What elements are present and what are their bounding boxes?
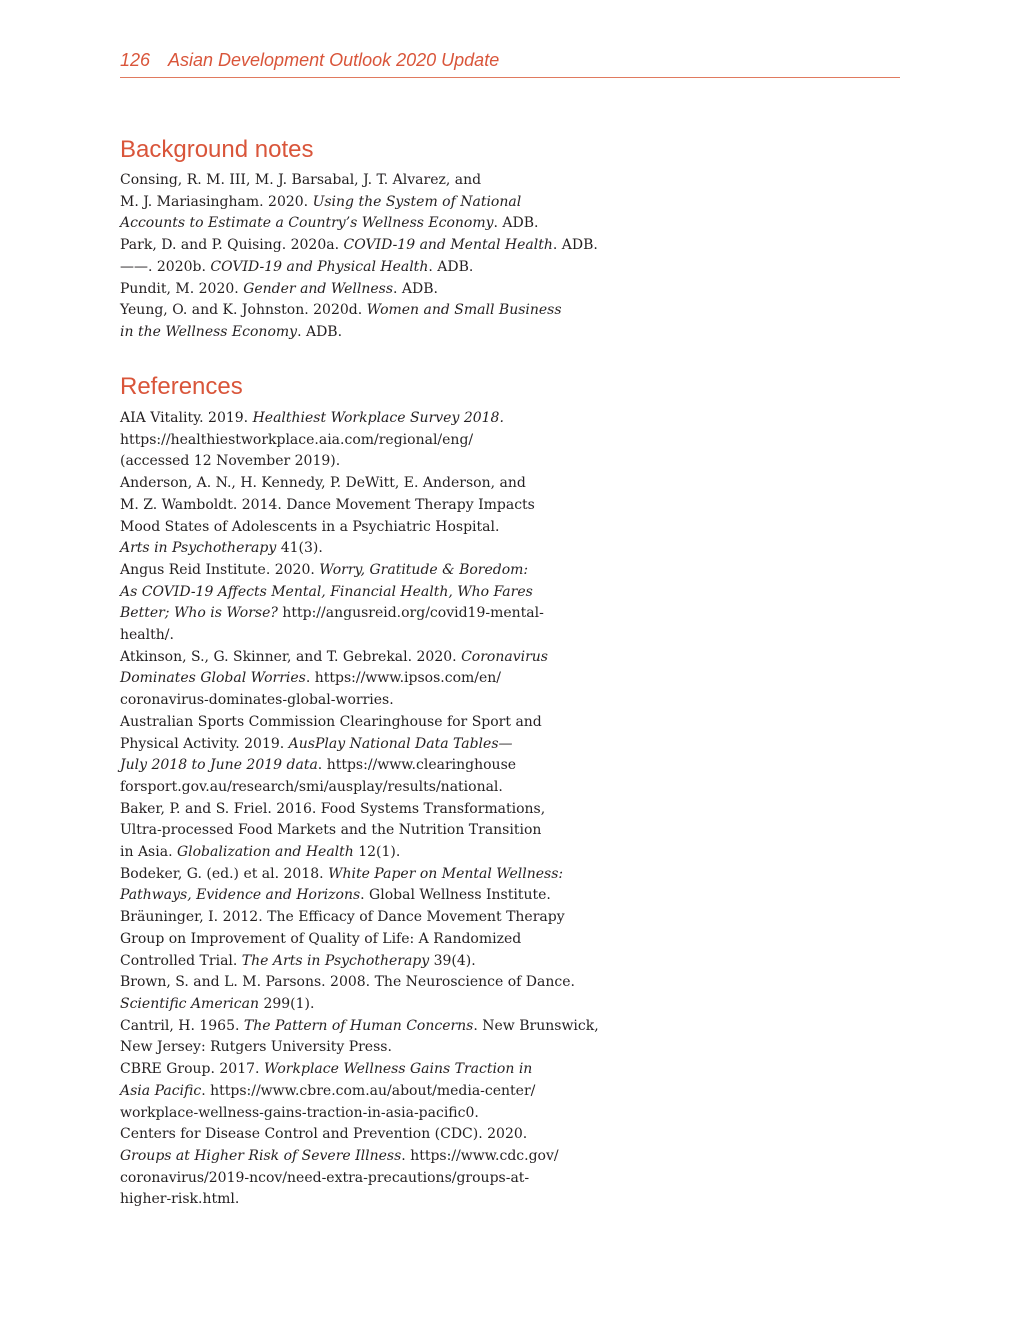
references-heading: References (120, 373, 243, 400)
reference-text: Ultra-processed Food Markets and the Nutrition Transition (120, 822, 542, 839)
reference-text: Bräuninger, I. 2012. The Efficacy of Dance Movement Therapy (120, 909, 565, 926)
reference-text: Angus Reid Institute. 2020. (120, 561, 320, 578)
publication-title: Asian Development Outlook 2020 Update (168, 50, 500, 70)
reference-text: M. Z. Wamboldt. 2014. Dance Movement Therapy Impacts (120, 496, 535, 513)
reference-line (120, 647, 720, 669)
reference-text: http://angusreid.org/covid19-mental- (277, 605, 544, 622)
running-header (120, 50, 900, 78)
reference-entry (120, 972, 720, 1015)
reference-entry (120, 300, 720, 343)
reference-text: . ADB. (552, 237, 598, 254)
reference-title: Coronavirus (461, 648, 548, 665)
reference-line (120, 994, 720, 1016)
reference-text: Baker, P. and S. Friel. 2016. Food Systems Transformations, (120, 800, 546, 817)
reference-text: Anderson, A. N., H. Kennedy, P. DeWitt, E. Anderson, and (120, 475, 526, 492)
reference-line (120, 1103, 720, 1125)
reference-text: . https://www.ipsos.com/en/ (305, 670, 502, 687)
reference-text: Physical Activity. 2019. (120, 735, 289, 752)
reference-title: COVID-19 and Mental Health (343, 237, 553, 254)
reference-title: The Arts in Psychotherapy (241, 952, 430, 969)
reference-text: M. J. Mariasingham. 2020. (120, 193, 313, 210)
reference-line (120, 625, 720, 647)
reference-text: . New Brunswick, (473, 1017, 599, 1034)
reference-text: Centers for Disease Control and Prevention (CDC). 2020. (120, 1126, 528, 1143)
reference-text: . https://www.cbre.com.au/about/media-center/ (201, 1082, 536, 1099)
reference-text: Bodeker, G. (ed.) et al. 2018. (120, 865, 329, 882)
reference-entry (120, 235, 720, 257)
reference-line (120, 300, 720, 322)
reference-title: Using the System of National (312, 193, 522, 210)
reference-text: 39(4). (429, 952, 476, 969)
reference-entry (120, 1059, 720, 1124)
reference-text: . https://www.cdc.gov/ (401, 1147, 559, 1164)
reference-title: Better; Who is Worse? (120, 605, 278, 622)
reference-text: ——. 2020b. (120, 258, 211, 275)
reference-line (120, 1146, 720, 1168)
reference-entry (120, 560, 720, 647)
reference-title: Dominates Global Worries (120, 670, 306, 687)
reference-line (120, 170, 720, 192)
reference-line (120, 907, 720, 929)
reference-title: AusPlay National Data Tables— (288, 735, 513, 752)
reference-line (120, 517, 720, 539)
reference-title: Pathways, Evidence and Horizons (120, 887, 361, 904)
reference-title: As COVID-19 Affects Mental, Financial Health, Who Fares (120, 583, 533, 600)
reference-text: Group on Improvement of Quality of Life: A Randomized (120, 930, 522, 947)
reference-line (120, 473, 720, 495)
reference-line (120, 1124, 720, 1146)
reference-line (120, 213, 720, 235)
reference-text: Brown, S. and L. M. Parsons. 2008. The Neuroscience of Dance. (120, 974, 575, 991)
reference-title: Arts in Psychotherapy (120, 540, 277, 557)
reference-line (120, 1081, 720, 1103)
reference-entry (120, 864, 720, 907)
reference-entry (120, 712, 720, 799)
reference-line (120, 430, 720, 452)
reference-line (120, 1189, 720, 1211)
reference-line (120, 712, 720, 734)
reference-line (120, 560, 720, 582)
reference-text: Australian Sports Commission Clearinghouse for Sport and (120, 713, 542, 730)
reference-line (120, 972, 720, 994)
reference-line (120, 734, 720, 756)
reference-line (120, 192, 720, 214)
background-notes-list (120, 170, 720, 344)
reference-entry (120, 1124, 720, 1211)
reference-title: Scientific American (120, 995, 259, 1012)
reference-text: health/. (120, 627, 174, 644)
reference-text: Yeung, O. and K. Johnston. 2020d. (120, 302, 367, 319)
reference-line (120, 1168, 720, 1190)
reference-text: 41(3). (276, 540, 323, 557)
reference-text: 12(1). (353, 844, 401, 861)
reference-line (120, 257, 720, 279)
reference-title: July 2018 to June 2019 data (120, 757, 318, 774)
reference-text: . Global Wellness Institute. (360, 887, 551, 904)
reference-title: Asia Pacific (120, 1082, 202, 1099)
reference-title: Groups at Higher Risk of Severe Illness (120, 1147, 402, 1164)
reference-line (120, 495, 720, 517)
reference-text: . ADB. (428, 258, 474, 275)
reference-title: COVID-19 and Physical Health (210, 258, 429, 275)
background-notes-heading: Background notes (120, 136, 314, 163)
reference-line (120, 1037, 720, 1059)
reference-entry (120, 647, 720, 712)
reference-text: coronavirus-dominates-global-worries. (120, 692, 394, 709)
reference-text: coronavirus/2019-ncov/need-extra-precautions/groups-at- (120, 1169, 530, 1186)
references-list (120, 408, 720, 1211)
reference-text: forsport.gov.au/research/smi/ausplay/results/national. (120, 778, 503, 795)
reference-line (120, 451, 720, 473)
reference-entry (120, 1016, 720, 1059)
reference-text: Controlled Trial. (120, 952, 242, 969)
reference-text: 299(1). (259, 995, 315, 1012)
reference-text: Atkinson, S., G. Skinner, and T. Gebrekal. 2020. (120, 648, 462, 665)
reference-line (120, 1059, 720, 1081)
reference-text: Mood States of Adolescents in a Psychiatric Hospital. (120, 518, 500, 535)
reference-text: . ADB. (493, 215, 539, 232)
reference-line (120, 755, 720, 777)
reference-title: Women and Small Business (366, 302, 562, 319)
reference-text: . ADB. (393, 280, 438, 297)
reference-entry (120, 907, 720, 972)
reference-line (120, 235, 720, 257)
reference-line (120, 690, 720, 712)
reference-text: https://healthiestworkplace.aia.com/regional/eng/ (120, 431, 474, 448)
reference-line (120, 864, 720, 886)
reference-text: . ADB. (297, 323, 343, 340)
reference-entry (120, 408, 720, 473)
reference-title: The Pattern of Human Concerns (243, 1017, 474, 1034)
reference-line (120, 929, 720, 951)
reference-text: higher-risk.html. (120, 1191, 240, 1208)
reference-entry (120, 799, 720, 864)
reference-text: . https://www.clearinghouse (317, 757, 517, 774)
reference-entry (120, 257, 720, 279)
reference-title: Gender and Wellness (243, 280, 393, 297)
reference-line (120, 885, 720, 907)
reference-title: Workplace Wellness Gains Traction in (263, 1061, 533, 1078)
reference-text: Consing, R. M. III, M. J. Barsabal, J. T. Alvarez, and (120, 172, 482, 188)
reference-line (120, 538, 720, 560)
reference-line (120, 582, 720, 604)
reference-line (120, 951, 720, 973)
reference-entry (120, 170, 720, 235)
reference-line (120, 799, 720, 821)
reference-line (120, 842, 720, 864)
reference-text: Pundit, M. 2020. (120, 280, 244, 297)
reference-line (120, 279, 720, 301)
reference-line (120, 408, 720, 430)
reference-title: Accounts to Estimate a Country’s Wellness Economy (120, 215, 494, 232)
reference-text: New Jersey: Rutgers University Press. (120, 1039, 392, 1056)
reference-title: in the Wellness Economy (120, 323, 298, 340)
reference-entry (120, 279, 720, 301)
reference-line (120, 668, 720, 690)
reference-entry (120, 473, 720, 560)
reference-title: Worry, Gratitude & Boredom: (319, 561, 529, 578)
reference-text: Park, D. and P. Quising. 2020a. (120, 237, 344, 254)
reference-text: AIA Vitality. 2019. (120, 410, 253, 426)
reference-line (120, 603, 720, 625)
reference-text: (accessed 12 November 2019). (120, 453, 341, 470)
reference-line (120, 322, 720, 344)
reference-line (120, 1016, 720, 1038)
reference-title: White Paper on Mental Wellness: (328, 865, 564, 882)
reference-text: in Asia. (120, 844, 177, 861)
reference-title: Globalization and Health (176, 844, 354, 861)
reference-title: Healthiest Workplace Survey 2018. (252, 410, 504, 426)
reference-text: CBRE Group. 2017. (120, 1061, 264, 1078)
reference-line (120, 820, 720, 842)
reference-text: workplace-wellness-gains-traction-in-asia-pacific0. (120, 1104, 479, 1121)
reference-line (120, 777, 720, 799)
reference-text: Cantril, H. 1965. (120, 1017, 244, 1034)
page-number: 126 (120, 50, 151, 70)
